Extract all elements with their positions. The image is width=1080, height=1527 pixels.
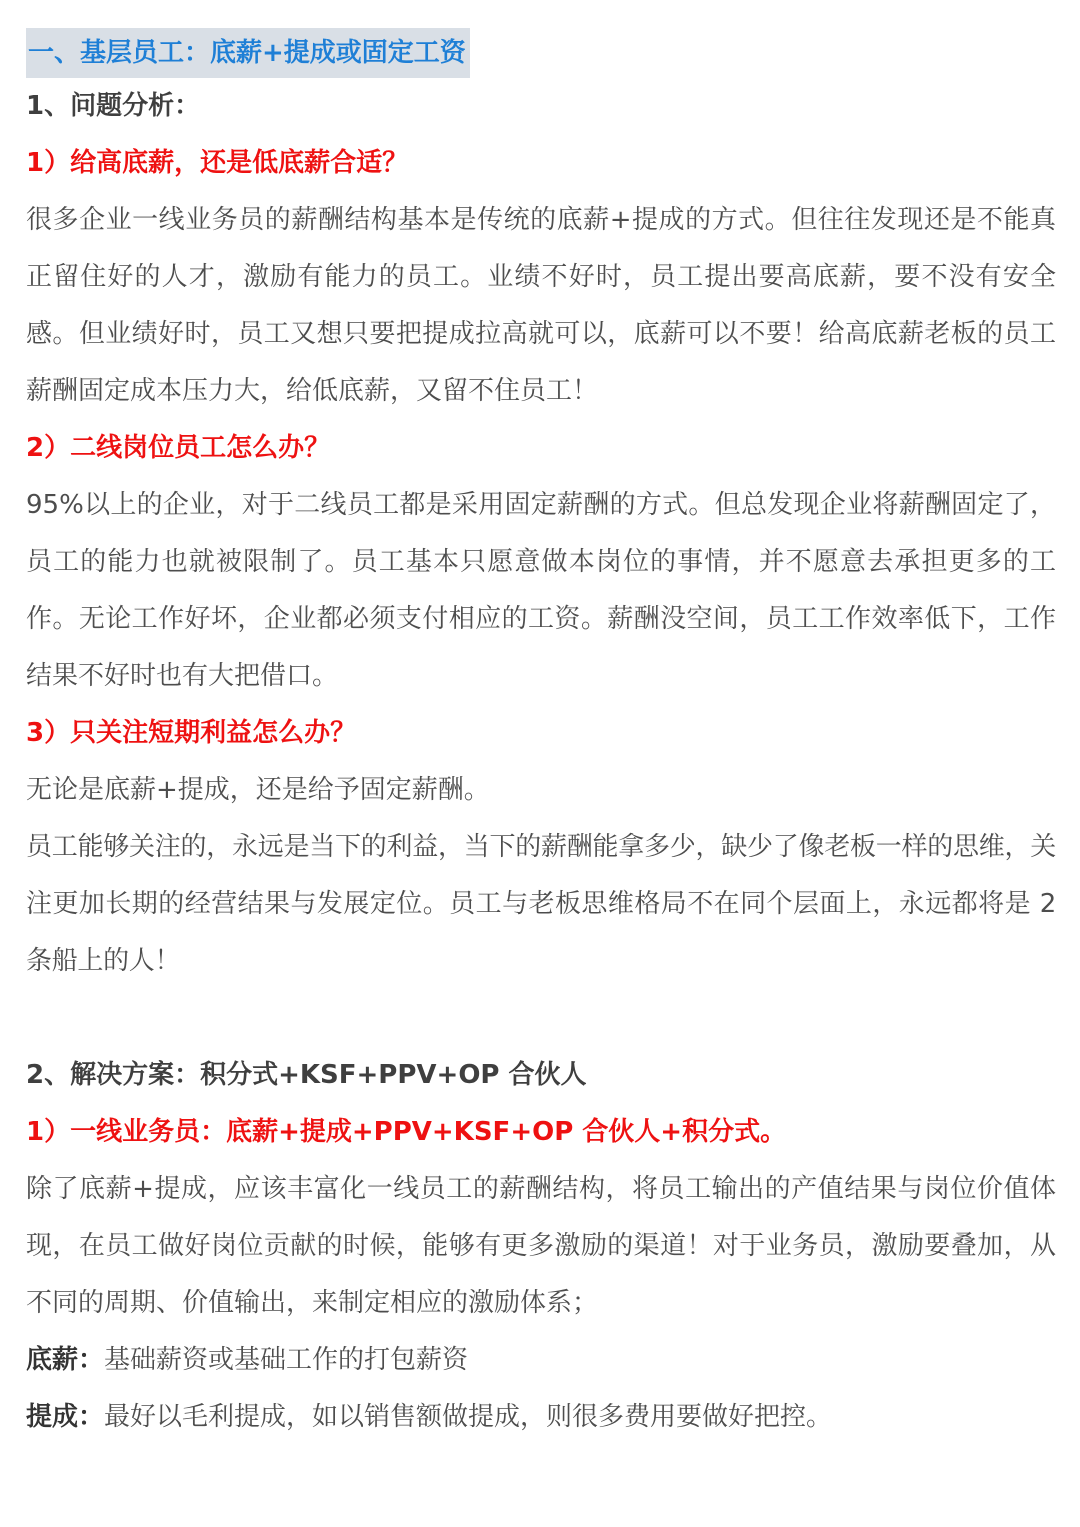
list-item-base-salary (26, 1332, 1056, 1389)
base-salary-label: 底薪： (26, 1345, 105, 1375)
base-salary-text: 基础薪资或基础工作的打包薪资 (104, 1345, 469, 1375)
section-title: 一、基层员工：底薪+提成或固定工资 (26, 28, 470, 78)
question-3-heading: 3）只关注短期利益怎么办？ (26, 718, 357, 748)
section-title-wrap (26, 28, 1056, 78)
solution-heading: 2、解决方案：积分式+KSF+PPV+OP 合伙人 (26, 1060, 587, 1090)
question-1-body: 很多企业一线业务员的薪酬结构基本是传统的底薪+提成的方式。但往往发现还是不能真正留住好的人才，激励有能力的员工。业绩不好时，员工提出要高底薪，要不没有安全感。但业绩好时，员工又想只要把提成拉高就可以，底薪可以不要！给高底薪老板的员工薪酬固定成本压力大，给低底薪，又留不住员工！ (26, 205, 1056, 406)
analysis-heading: 1、问题分析： (26, 91, 201, 121)
spacer (26, 990, 1056, 1047)
question-3-body-line1: 无论是底薪+提成，还是给予固定薪酬。 (26, 775, 490, 805)
commission-text: 最好以毛利提成，如以销售额做提成，则很多费用要做好把控。 (104, 1402, 833, 1432)
list-item-commission (26, 1389, 1056, 1446)
question-2-heading: 2）二线岗位员工怎么办？ (26, 433, 331, 463)
question-2-body: 95%以上的企业，对于二线员工都是采用固定薪酬的方式。但总发现企业将薪酬固定了，员工的能力也就被限制了。员工基本只愿意做本岗位的事情，并不愿意去承担更多的工作。无论工作好坏，企业都必须支付相应的工资。薪酬没空间，员工工作效率低下，工作结果不好时也有大把借口。 (26, 490, 1056, 691)
question-1-heading: 1）给高底薪，还是低底薪合适？ (26, 148, 409, 178)
solution-1-body: 除了底薪+提成，应该丰富化一线员工的薪酬结构，将员工输出的产值结果与岗位价值体现，在员工做好岗位贡献的时候，能够有更多激励的渠道！对于业务员，激励要叠加，从不同的周期、价值输出，来制定相应的激励体系； (26, 1174, 1056, 1318)
commission-label: 提成： (26, 1402, 105, 1432)
question-3-body-paragraph: 员工能够关注的，永远是当下的利益，当下的薪酬能拿多少，缺少了像老板一样的思维，关注更加长期的经营结果与发展定位。员工与老板思维格局不在同个层面上，永远都将是 2 条船上的人！ (26, 832, 1056, 976)
article (26, 28, 1056, 1446)
solution-1-heading: 1）一线业务员：底薪+提成+PPV+KSF+OP 合伙人+积分式。 (26, 1117, 787, 1147)
